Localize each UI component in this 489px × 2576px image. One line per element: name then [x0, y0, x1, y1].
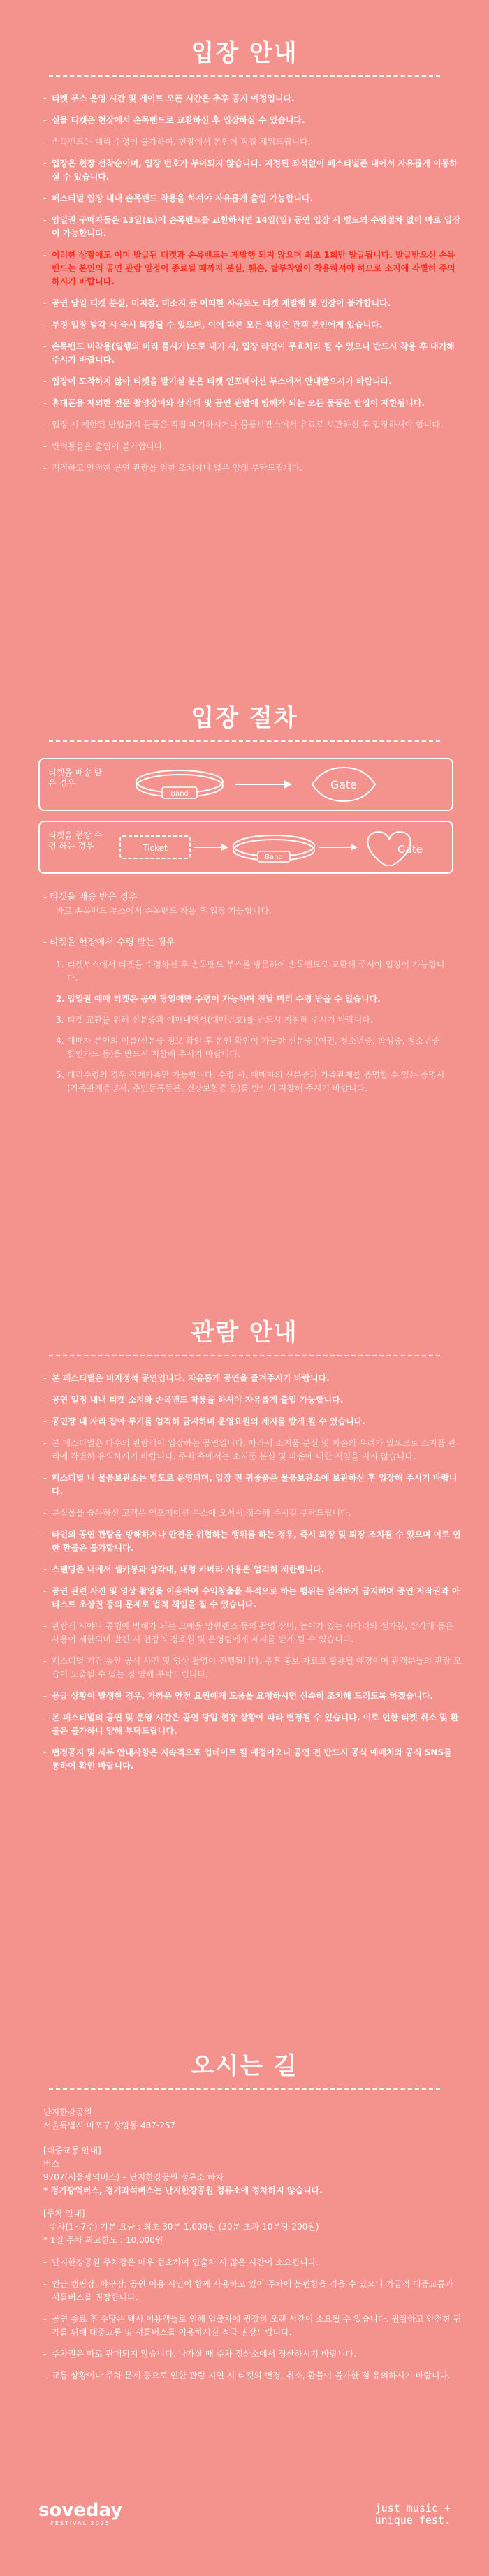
list-item: - 입장 시 제한된 반입금지 물품은 직접 폐기하시거나 물품보관소에서 유료로 보관하신 후 입장하셔야 합니다. [43, 418, 462, 432]
list-item: - 관람객 시야나 통행에 방해가 되는 고배율 망원렌즈 등의 촬영 장비, 높이가 있는 사다리와 셀카봉, 삼각대 등은 사용이 제한되며 발견 시 현장의 경호원 및 운영팀에게 제지를 받게 될 수 있습니다. [43, 1620, 462, 1646]
directions-title: 오시는 길 [191, 2052, 298, 2080]
parking-heading: [주차 안내] [43, 2209, 85, 2218]
list-item: 2. 입일권 예매 티켓은 공연 당일에만 수령이 가능하며 전날 미리 수령 받을 수 없습니다. [56, 994, 381, 1004]
ticket-band-gate-diagram [110, 822, 445, 872]
list-item: - 본 페스티벌의 공연 및 운영 시간은 공연 당일 현장 상황에 따라 변경될 수 있습니다. 이로 인한 티켓 취소 및 환불은 불가하니 양해 부탁드립니다. [43, 1711, 462, 1738]
list-item: - 변경공지 및 세부 안내사항은 지속적으로 업데이트 될 예정이오니 공연 전 반드시 공식 예매처와 공식 SNS를 통하여 확인 바랍니다. [43, 1746, 462, 1773]
case-heading: - 티켓을 현장에서 수령 받는 경우 [43, 937, 175, 948]
list-item: - 손목밴드 미착용(일행의 미리 풀시기)으로 대기 시, 입장 라인이 무효처리 될 수 있으니 반드시 착용 후 대기해 주시기 바랍니다. [43, 340, 462, 367]
list-item: - 쾌적하고 안전한 공연 관람을 위한 조치이니 넓은 양해 부탁드립니다. [43, 462, 462, 475]
list-item: - 교통 상황이나 주차 문제 등으로 인한 관람 지연 시 티켓의 변경, 취소, 환불이 불가한 점 유의하시기 바랍니다. [43, 2369, 462, 2383]
list-item: - 페스티벌 내 물품보관소는 별도로 운영되며, 입장 전 귀중품은 물품보관소에 보관하신 후 입장해 주시기 바랍니다. [43, 1472, 462, 1498]
entry-guide-list [43, 92, 462, 483]
tagline-line-2: unique fest. [374, 2514, 451, 2526]
festival-logo [38, 2501, 122, 2526]
viewing-guide-title: 관람 안내 [191, 1319, 298, 1347]
viewing-guide-list [43, 1372, 462, 1781]
list-item: - 인근 캠핑장, 야구장, 공원 이용 시민이 함께 사용하고 있어 주차에 불편함을 겪을 수 있으니 가급적 대중교통과 셔틀버스를 권장합니다. [43, 2278, 462, 2304]
transit-info [43, 2144, 462, 2197]
list-item: - 스탠딩존 내에서 셀카봉과 삼각대, 대형 카메라 사용은 엄격히 제한됩니다. [43, 1563, 462, 1576]
title-divider [49, 1355, 440, 1356]
transit-line: 9707(서울광역버스) – 난지한강공원 정류소 하차 [43, 2172, 224, 2182]
flow-delivered-ticket [38, 758, 453, 811]
list-item: - 입장이 도착하지 않아 티켓을 발기실 분은 티켓 인포메이션 부스에서 안내받으시기 바랍니다. [43, 375, 462, 388]
band-label: Band [265, 854, 283, 861]
list-item: - 공연 일정 내내 티켓 소지와 손목밴드 착용을 하셔야 자유롭게 출입 가능합니다. [43, 1393, 462, 1407]
list-item: - 부정 입장 발각 시 즉시 퇴장될 수 있으며, 이에 따른 모든 책임은 관객 본인에게 있습니다. [43, 319, 462, 332]
transit-note: * 경기광역버스, 경기좌석버스는 난지한강공원 정류소에 정차하지 않습니다. [43, 2186, 323, 2195]
ticket-label: Ticket [143, 843, 168, 853]
list-item: - 페스티벌 기간 동안 공식 사진 및 영상 촬영이 진행됩니다. 추후 홍보 자료로 활용될 예정이며 관객분들의 관람 모습이 노출될 수 있는 점 양해 부탁드립니다. [43, 1655, 462, 1681]
place-address: 서울특별시 마포구 상암동 487-257 [43, 2121, 176, 2130]
case-heading: - 티켓을 배송 받은 경우 [43, 892, 138, 902]
flow-onsite-ticket [38, 821, 453, 874]
gate-label: Gate [397, 843, 423, 856]
entry-procedure-title: 입장 절차 [191, 704, 298, 732]
list-item: - 손목밴드는 대리 수령이 불가하며, 현장에서 본인이 직접 채워드립니다. [43, 136, 462, 149]
directions-notes [43, 2256, 462, 2391]
list-item: - 입장은 현장 선착순이며, 입장 번호가 부여되지 않습니다. 지정된 좌석없이 페스티벌존 내에서 자유롭게 이동하실 수 있습니다. [43, 157, 462, 184]
list-item: - 휴대폰을 제외한 전문 촬영장비와 삼각대 및 공연 관람에 방해가 되는 모든 물품은 반입이 제한됩니다. [43, 397, 462, 410]
list-item: 1. 티켓부스에서 티켓을 수령하신 후 손목밴드 부스를 방문하여 손목밴드로 교환해 주셔야 입장이 가능합니다. [56, 960, 445, 983]
logo-main: soveday [38, 2500, 123, 2521]
list-item: - 반려동물은 출입이 불가합니다. [43, 440, 462, 453]
case-onsite [43, 936, 462, 950]
band-label: Band [170, 790, 189, 798]
list-item: - 공연 당일 티켓 분실, 미지참, 미소지 등 어떠한 사유로도 티켓 재발행 및 입장이 불가합니다. [43, 297, 462, 310]
logo-sub: FESTIVAL 2025 [50, 2520, 110, 2526]
entry-guide-title: 입장 안내 [191, 39, 298, 67]
list-item: - 난지한강공원 주차장은 매우 협소하여 입출차 시 많은 시간이 소요됩니다. [43, 2256, 462, 2269]
list-item: - 본 페스티벌은 비지정석 공연입니다. 자유롭게 공연을 즐겨주시기 바랍니다. [43, 1372, 462, 1385]
case-delivered [43, 891, 462, 918]
gate-label: Gate [330, 778, 358, 791]
list-item: - 공연 종료 후 수많은 택시 이용객들로 인해 입출차에 굉장히 오랜 시간이 소요될 수 있습니다. 원활하고 안전한 귀가를 위해 대중교통 및 셔틀버스를 이용하시길 적극 권장드립니다. [43, 2313, 462, 2339]
case-text: 바로 손목밴드 부스에서 손목밴드 착용 후 입장 가능합니다. [56, 906, 272, 916]
list-item: - 양일권 구매자들은 13일(토)에 손목밴드를 교환하시면 14일(일) 공연 입장 시 별도의 수령절차 없이 바로 입장이 가능합니다. [43, 214, 462, 240]
place-name: 난지한강공원 [43, 2107, 92, 2117]
list-item: 4. 예매자 본인의 이름/신분증 정보 확인 후 본인 확인이 가능한 신분증 (여권, 청소년증, 학생증, 청소년증 할인카드 등)을 반드시 지참해 주시기 바랍니다. [56, 1036, 440, 1059]
directions-address [43, 2106, 462, 2132]
list-item: 5. 대리수령의 경우 직계가족만 가능합니다. 수령 시, 예매자의 신분증과 가족관계를 증명할 수 있는 증명서(가족관계증명서, 주민등록등본, 건강보험증 등)를 반드시 지참해 주시기 바랍니다. [56, 1070, 445, 1093]
transit-heading: [대중교통 안내] [43, 2146, 101, 2156]
parking-fee: - 주차(1~7주) 기본 요금 : 최초 30분 1,000원 (30분 초과 10분당 200원) [43, 2222, 319, 2232]
list-item: - 타인의 공연 관람을 방해하거나 안전을 위협하는 행위를 하는 경우, 즉시 퇴장 및 퇴장 조치될 수 있으며 이로 인한 환불은 불가합니다. [43, 1528, 462, 1555]
list-item: - 주차권은 따로 판매되지 않습니다. 나가실 때 주차 정산소에서 정산하시기 바랍니다. [43, 2348, 462, 2361]
title-divider [49, 75, 440, 77]
list-item: 3. 티켓 교환을 위해 신분증과 예매내역서(예매번호)를 반드시 지참해 주시기 바랍니다. [56, 1015, 373, 1025]
list-item: - 공연 관련 사진 및 영상 촬영을 이용하여 수익창출을 목적으로 하는 행위는 엄격하게 금지하며 공연 저작권과 아티스트 초상권 등의 문제로 법적 책임을 질 수 있습니다. [43, 1585, 462, 1611]
tagline-line-1: just music + [374, 2502, 451, 2515]
tagline [375, 2503, 451, 2526]
onsite-steps-list [56, 958, 447, 1103]
band-to-gate-diagram [113, 759, 441, 810]
list-item: - 본 페스티벌은 다수의 관람객이 입장하는 공연입니다. 따라서 소지품 분실 및 파손의 우려가 있으므로 소지품 관리에 각별히 유의하시기 바랍니다. 주최 측에서는 소지품 분실 및 파손에 대한 책임을 지지 않습니다. [43, 1437, 462, 1463]
parking-max: * 1일 주차 최고한도 : 10,000원 [43, 2235, 163, 2245]
list-item: - 실물 티켓은 현장에서 손목밴드로 교환하신 후 입장하실 수 있습니다. [43, 114, 462, 127]
list-item: - 페스티벌 입장 내내 손목밴드 착용을 하셔야 자유롭게 출입 가능합니다. [43, 192, 462, 205]
list-item: - 분실물을 습득하신 고객은 인포메이션 부스에 오셔서 접수해 주시길 부탁드립니다. [43, 1507, 462, 1520]
list-item: - 이러한 상황에도 이미 발급된 티켓과 손목밴드는 재발행 되지 않으며 최초 1회만 발급됩니다. 발급받으신 손목밴드는 본인의 공연 관람 일정이 종료될 때까지 분실, 훼손, 탈부착없이 착용하셔야 하므로 소지에 각별히 주의하시기 바랍니다. [43, 249, 462, 288]
list-item: - 공연장 내 자리 잡아 두기를 엄격히 금지하며 운영요원의 제지를 받게 될 수 있습니다. [43, 1415, 462, 1428]
title-divider [49, 2088, 440, 2090]
list-item: - 응급 상황이 발생한 경우, 가까운 안전 요원에게 도움을 요청하시면 신속히 조치해 드리도록 하겠습니다. [43, 1690, 462, 1703]
list-item: - 티켓 부스 운영 시간 및 게이트 오픈 시간은 추후 공지 예정입니다. [43, 92, 462, 105]
title-divider [49, 740, 440, 742]
flow-label: 티켓을 배송 받은 경우 [48, 768, 103, 788]
flow-label: 티켓을 현장 수령 하는 경우 [48, 830, 103, 851]
parking-info [43, 2207, 462, 2247]
transit-bus: 버스 [43, 2159, 60, 2169]
